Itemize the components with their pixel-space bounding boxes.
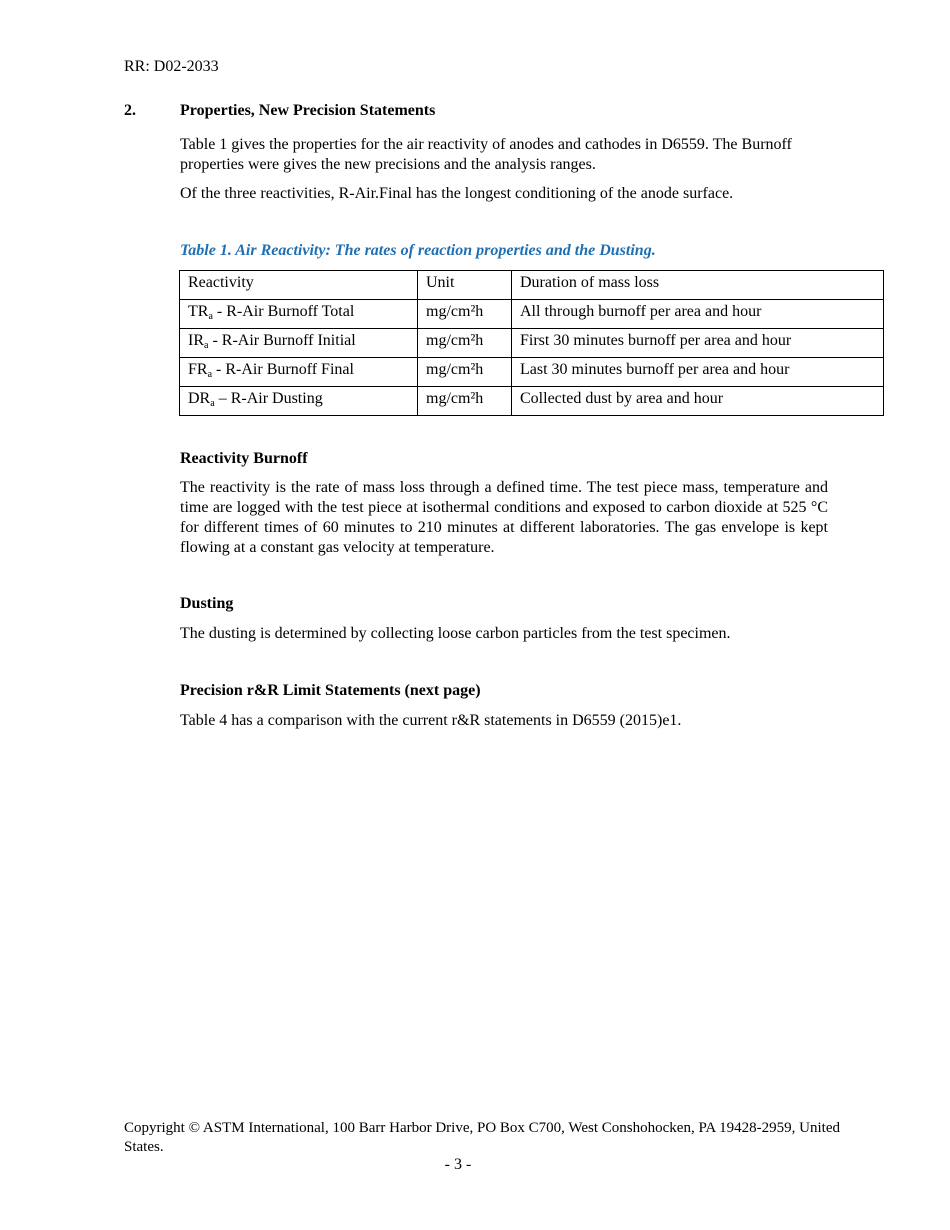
table-row	[180, 358, 884, 387]
conditioning-paragraph: Of the three reactivities, R-Air.Final has the longest conditioning of the anode surface.	[180, 185, 734, 202]
reactivity-cell: $IR_a - R-Air$ Burnoff Initial	[180, 329, 418, 358]
document-id: RR: D02-2033	[124, 58, 219, 75]
unit-cell: mg/cm²h	[418, 387, 512, 416]
burnoff-heading: Reactivity Burnoff	[180, 450, 308, 467]
table-row	[180, 329, 884, 358]
reactivity-cell: $FR_a - R-Air$ Burnoff Final	[180, 358, 418, 387]
section-number: 2.	[124, 102, 136, 119]
reactivity-cell: $TR_a - R-Air$ Burnoff Total	[180, 300, 418, 329]
section-title: Properties, New Precision Statements	[180, 102, 436, 119]
header-unit: Unit	[418, 271, 512, 300]
dusting-heading: Dusting	[180, 595, 234, 612]
unit-cell: mg/cm²h	[418, 358, 512, 387]
reactivity-cell: $DR_a - R-Air$ Dusting	[180, 387, 418, 416]
properties-table	[179, 270, 884, 416]
precision-paragraph: Table 4 has a comparison with the current r&R statements in D6559 (2015)e1.	[180, 712, 682, 729]
header-duration: Duration of mass loss	[512, 271, 884, 300]
header-reactivity: Reactivity	[180, 271, 418, 300]
page-number: - 3 -	[444, 1156, 472, 1173]
duration-cell: Last 30 minutes burnoff per area and hour	[512, 358, 884, 387]
unit-cell: mg/cm²h	[418, 300, 512, 329]
duration-cell: First 30 minutes burnoff per area and hour	[512, 329, 884, 358]
table-row	[180, 387, 884, 416]
dusting-paragraph: The dusting is determined by collecting loose carbon particles from the test specimen.	[180, 625, 731, 642]
copyright-footer: Copyright © ASTM International, 100 Barr Harbor Drive, PO Box C700, West Conshohocken, PA 19428-2959, United States.	[124, 1120, 840, 1155]
duration-cell: All through burnoff per area and hour	[512, 300, 884, 329]
table-header-row	[180, 271, 884, 300]
burnoff-paragraph: The reactivity is the rate of mass loss through a defined time. The test piece mass, temperature and time are logged with the test piece at isothermal conditions and exposed to carbon dioxide at 525 °C for different times of 60 minutes to 210 minutes at different laboratories. The gas envelope is kept flowing at a constant gas velocity at temperature.	[180, 479, 828, 556]
table-caption: Table 1. Air Reactivity: The rates of reaction properties and the Dusting.	[180, 242, 656, 259]
intro-paragraph: Table 1 gives the properties for the air reactivity of anodes and cathodes in D6559. The Burnoff properties were gives the new precisions and the analysis ranges.	[180, 136, 792, 173]
unit-cell: mg/cm²h	[418, 329, 512, 358]
table-row	[180, 300, 884, 329]
duration-cell: Collected dust by area and hour	[512, 387, 884, 416]
precision-heading: Precision r&R Limit Statements (next page)	[180, 682, 481, 699]
